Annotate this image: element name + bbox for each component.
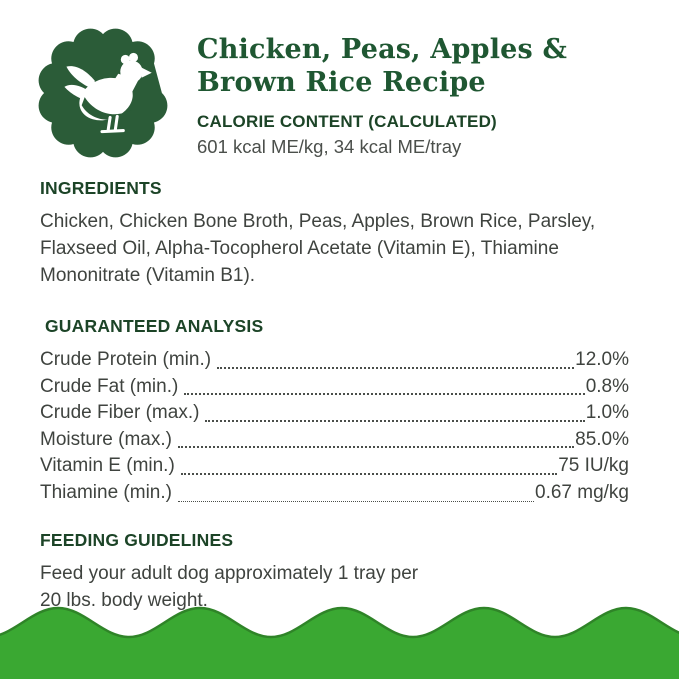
- header: [197, 33, 637, 158]
- ga-row: [40, 400, 629, 427]
- wave-border: [0, 590, 679, 679]
- calorie-content-value: 601 kcal ME/kg, 34 kcal ME/tray: [197, 136, 462, 157]
- ga-row-value: 1.0%: [585, 402, 629, 423]
- ga-row-label: Crude Fat (min.): [40, 375, 179, 397]
- ga-row: [40, 347, 629, 374]
- ga-leader-dots: [184, 393, 584, 395]
- product-title: [197, 33, 637, 99]
- ga-row-value: 75 IU/kg: [558, 455, 629, 476]
- feeding-guidelines-line-2: 20 lbs. body weight.: [40, 590, 208, 611]
- ga-row-label: Vitamin E (min.): [40, 455, 175, 476]
- ga-row: [40, 480, 629, 507]
- product-title-line-1: Chicken, Peas, Apples &: [197, 34, 568, 65]
- ga-leader-dots: [178, 501, 534, 502]
- ga-row: [40, 453, 629, 480]
- guaranteed-analysis-heading: GUARANTEED ANALYSIS: [45, 316, 264, 336]
- calorie-content-heading: CALORIE CONTENT (CALCULATED): [197, 112, 497, 131]
- ga-row: [40, 427, 629, 454]
- guaranteed-analysis-table: [40, 347, 629, 506]
- label-content: [40, 178, 629, 614]
- ga-row: [40, 374, 629, 401]
- product-title-line-2: Brown Rice Recipe: [197, 67, 486, 98]
- rosette-badge: [38, 27, 168, 159]
- ingredients-heading: INGREDIENTS: [40, 178, 162, 198]
- ga-leader-dots: [217, 367, 574, 369]
- ingredients-text: Chicken, Chicken Bone Broth, Peas, Apples, Brown Rice, Parsley, Flaxseed Oil, Alpha-Tocopherol Acetate (Vitamin E), Thiamine Mononitrate (Vitamin B1).: [40, 211, 596, 286]
- ga-row-value: 0.8%: [585, 375, 629, 397]
- ga-row-label: Moisture (max.): [40, 428, 172, 450]
- ga-row-label: Crude Fiber (max.): [40, 402, 200, 423]
- feeding-guidelines-line-1: Feed your adult dog approximately 1 tray per: [40, 563, 419, 584]
- ga-leader-dots: [205, 420, 584, 422]
- wave-shape: [0, 608, 679, 679]
- feeding-guidelines-heading: FEEDING GUIDELINES: [40, 530, 234, 550]
- brand-badge: [38, 27, 168, 159]
- ga-leader-dots: [181, 473, 557, 475]
- ga-row-value: 0.67 mg/kg: [535, 481, 629, 503]
- ga-row-label: Thiamine (min.): [40, 481, 172, 503]
- ga-row-value: 85.0%: [575, 428, 629, 450]
- ga-leader-dots: [178, 446, 574, 448]
- ga-row-label: Crude Protein (min.): [40, 349, 212, 370]
- ga-row-value: 12.0%: [575, 349, 629, 370]
